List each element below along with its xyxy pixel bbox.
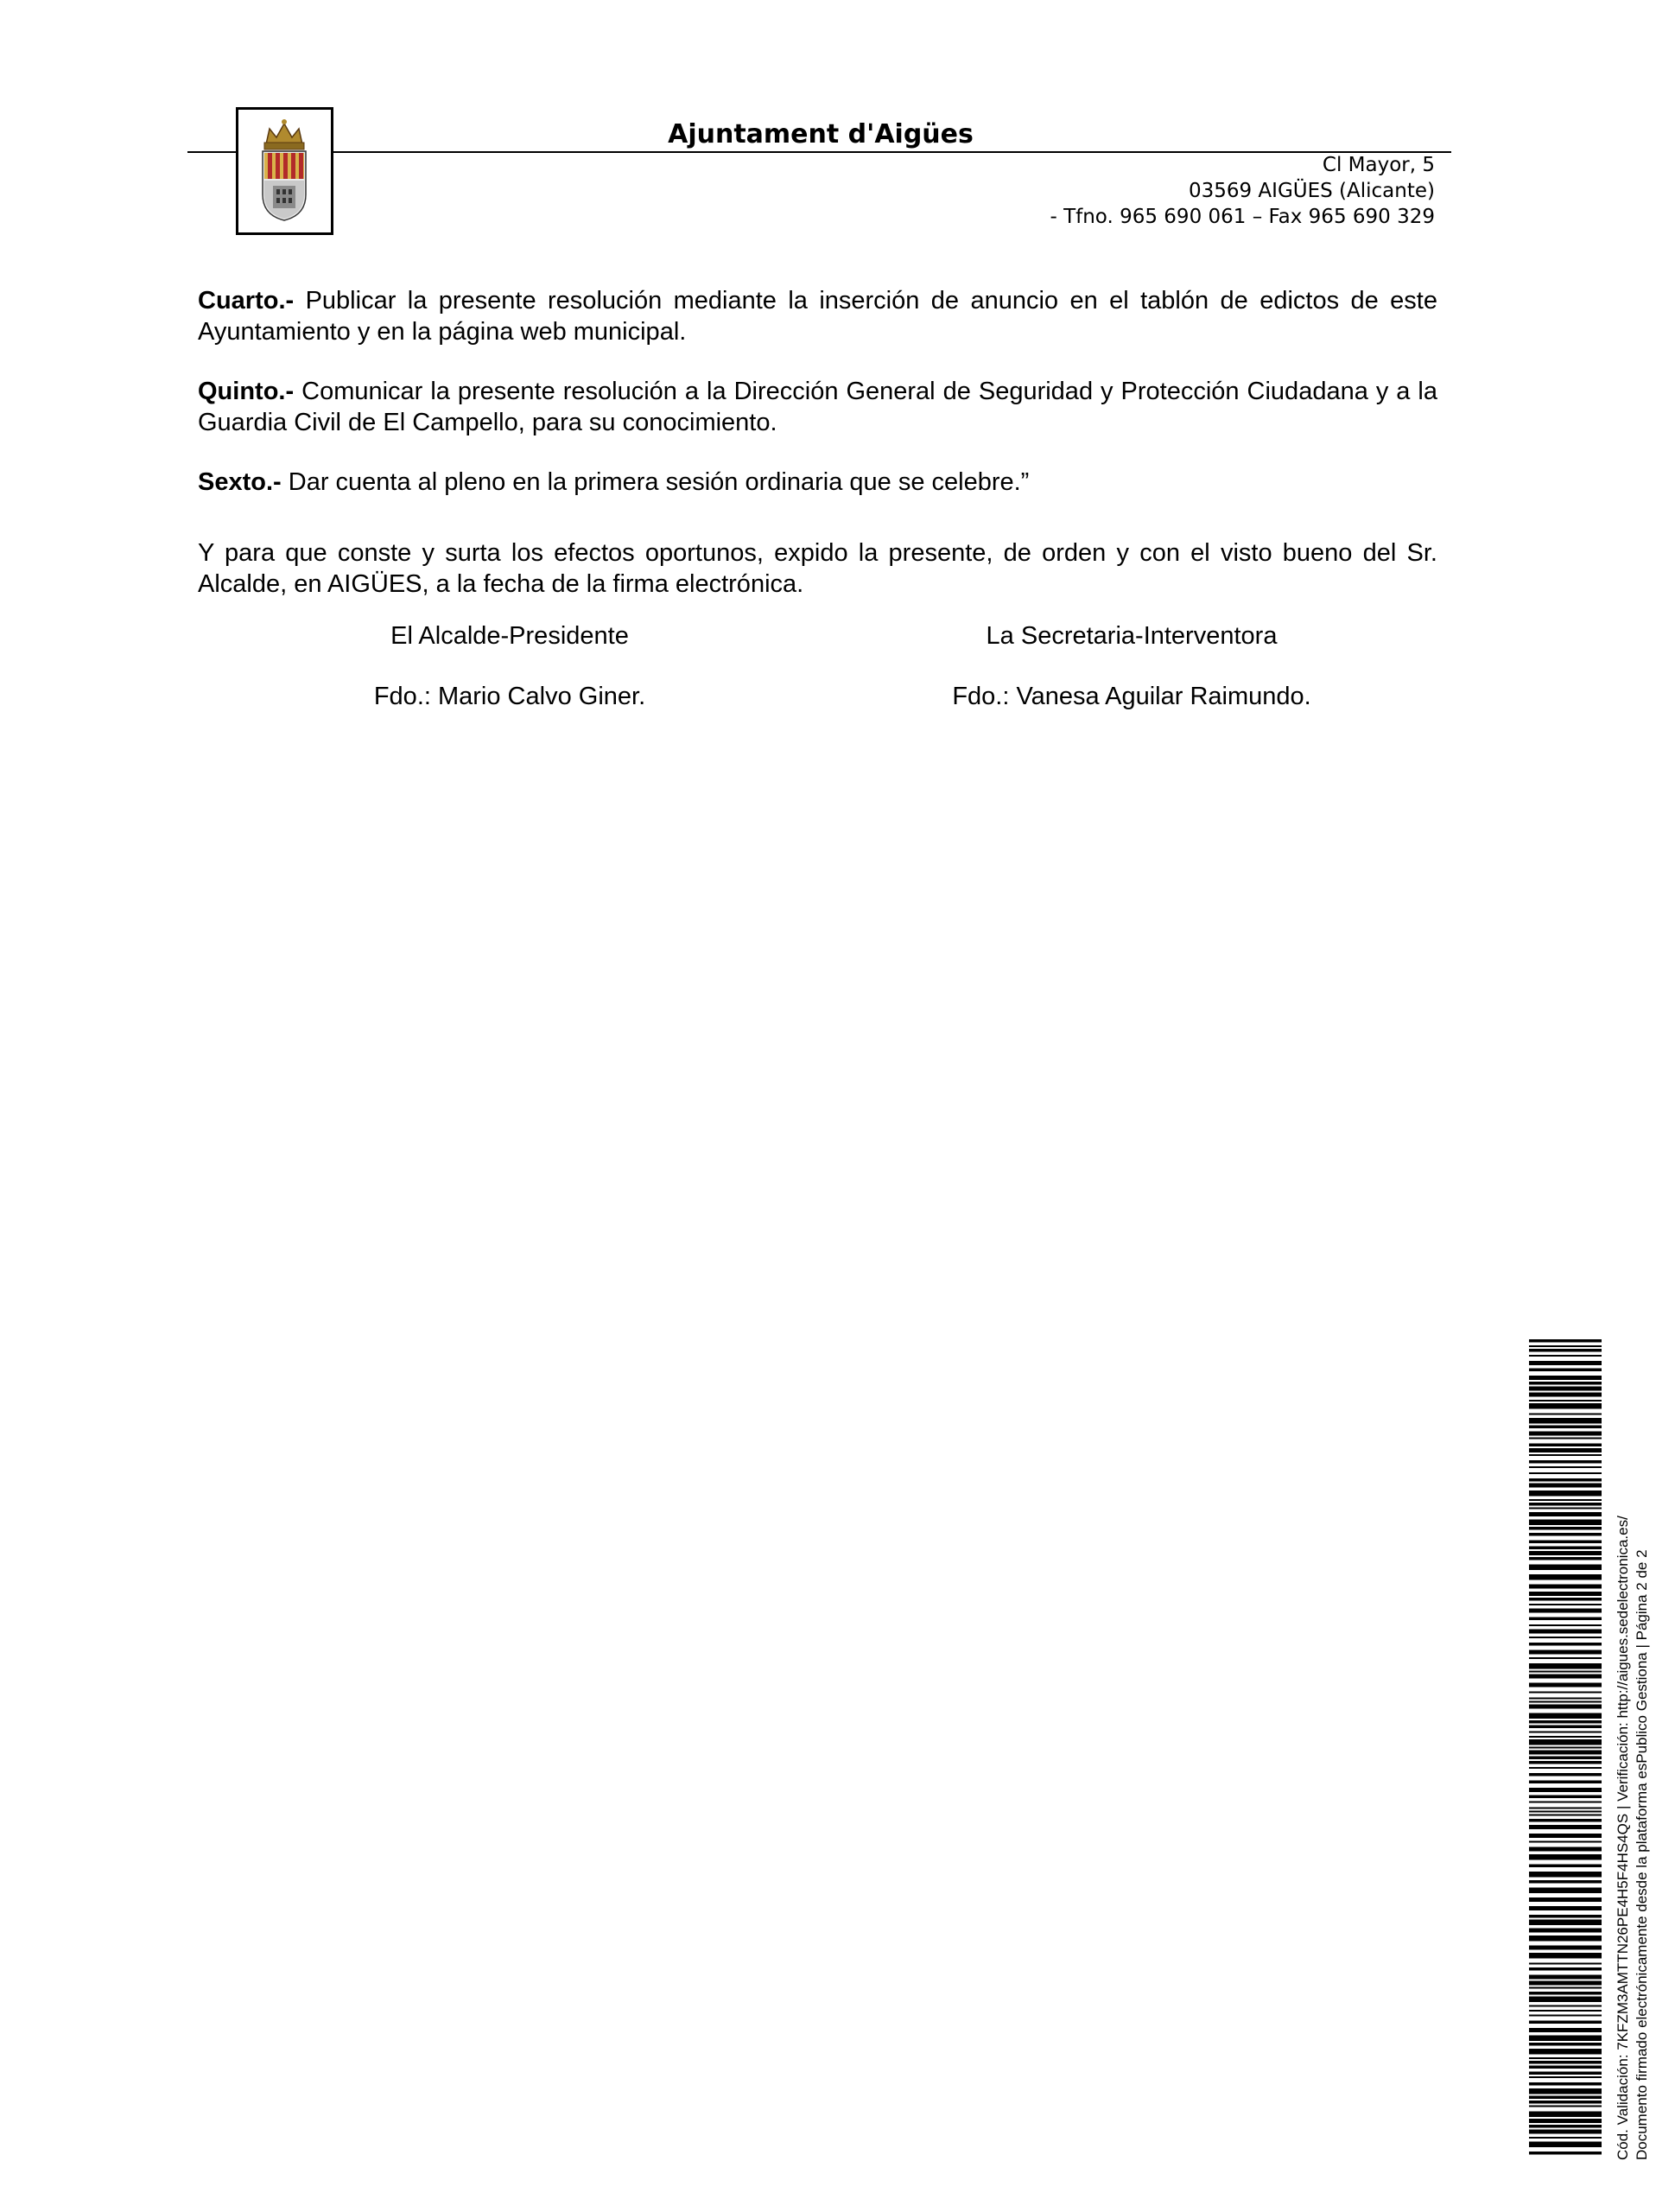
barcode-bar <box>1529 1499 1602 1501</box>
barcode-bar <box>1529 1815 1602 1816</box>
barcode-bar <box>1529 1472 1602 1474</box>
barcode-bar <box>1529 1963 1602 1965</box>
barcode-bar <box>1529 1414 1602 1415</box>
barcode-bar <box>1529 1726 1602 1729</box>
barcode-bar <box>1529 1675 1602 1679</box>
validation-side-text <box>1614 1382 1652 2160</box>
signature-mayor <box>346 620 674 712</box>
barcode-bar <box>1529 1361 1602 1365</box>
barcode-bar <box>1529 1796 1602 1799</box>
barcode-bar <box>1529 1637 1602 1638</box>
organization-name: Ajuntament d'Aigües <box>668 119 974 149</box>
barcode-bar <box>1529 1339 1602 1343</box>
barcode-bar <box>1529 1701 1602 1703</box>
barcode-bar <box>1529 1997 1602 2003</box>
barcode-bar <box>1529 1767 1602 1769</box>
barcode-bar <box>1529 1565 1602 1571</box>
barcode-bar <box>1529 1981 1602 1986</box>
paragraph-sexto <box>198 467 1437 498</box>
address-block <box>1050 152 1435 230</box>
barcode-bar <box>1529 1915 1602 1918</box>
barcode-bar <box>1529 1713 1602 1719</box>
barcode-bar <box>1529 1557 1602 1560</box>
barcode-bar <box>1529 2082 1602 2086</box>
barcode-bar <box>1529 2049 1602 2055</box>
signature-role: El Alcalde-Presidente <box>390 622 629 650</box>
paragraph-cuarto <box>198 285 1437 347</box>
barcode-bar <box>1529 1448 1602 1452</box>
paragraph-quinto <box>198 376 1437 438</box>
barcode-bar <box>1529 1975 1602 1980</box>
barcode-bar <box>1529 1751 1602 1755</box>
barcode-bar <box>1529 2010 1602 2012</box>
barcode-bar <box>1529 1574 1602 1580</box>
barcode-bar <box>1529 1736 1602 1738</box>
barcode-bar <box>1529 2088 1602 2094</box>
barcode-bar <box>1529 1643 1602 1646</box>
barcode-bar <box>1529 1946 1602 1950</box>
barcode-bar <box>1529 1418 1602 1424</box>
address-phone: - Tfno. 965 690 061 – Fax 965 690 329 <box>1050 206 1435 228</box>
barcode-bar <box>1529 1698 1602 1700</box>
barcode-bar <box>1529 1592 1602 1596</box>
barcode-bar <box>1529 1491 1602 1497</box>
barcode-bar <box>1529 1705 1602 1709</box>
signature-secretary <box>916 620 1348 712</box>
paragraph-text: Dar cuenta al pleno en la primera sesión ordinaria que se celebre.” <box>281 468 1030 496</box>
barcode-bar <box>1529 1657 1602 1659</box>
barcode-bar <box>1529 1897 1602 1902</box>
barcode-bar <box>1529 2112 1602 2118</box>
barcode-bar <box>1529 2130 1602 2134</box>
barcode-bar <box>1529 2076 1602 2078</box>
barcode-bar <box>1529 1547 1602 1550</box>
barcode-bar <box>1529 2043 1602 2046</box>
barcode-bar <box>1529 1432 1602 1436</box>
barcode-bar <box>1529 2119 1602 2123</box>
barcode-bar <box>1529 1967 1602 1971</box>
barcode-bar <box>1529 1393 1602 1397</box>
barcode-bar <box>1529 1484 1602 1488</box>
barcode-bar <box>1529 2152 1602 2155</box>
coat-of-arms-icon <box>238 110 331 232</box>
barcode-bar <box>1529 1527 1602 1530</box>
barcode-bar <box>1529 1618 1602 1621</box>
barcode-bar <box>1529 2072 1602 2075</box>
barcode-bar <box>1529 1387 1602 1391</box>
barcode-bar <box>1529 1382 1602 1385</box>
barcode-bar <box>1529 1808 1602 1809</box>
barcode-bar <box>1529 1936 1602 1942</box>
barcode-bar <box>1529 1438 1602 1440</box>
barcode-bar <box>1529 2028 1602 2032</box>
address-city: 03569 AIGÜES (Alicante) <box>1188 180 1435 202</box>
barcode-bar <box>1529 1466 1602 1468</box>
barcode-bar <box>1529 1802 1602 1803</box>
validation-code-line: Cód. Validación: 7KFZM3AMTTN26PE4H5F4HS4QS | Verificación: http://aigues.sedelectronica.es/ <box>1615 1516 1631 2160</box>
address-street: Cl Mayor, 5 <box>1322 154 1435 176</box>
barcode-bar <box>1529 1929 1602 1933</box>
barcode-bar <box>1529 1747 1602 1749</box>
barcode-bar <box>1529 2057 1602 2059</box>
barcode-bar <box>1529 1551 1602 1555</box>
barcode-bar <box>1529 1604 1602 1605</box>
barcode-bar <box>1529 2036 1602 2042</box>
barcode-bar <box>1529 1478 1602 1482</box>
barcode-bar <box>1529 1834 1602 1838</box>
barcode-bar <box>1529 1400 1602 1402</box>
barcode-bar <box>1529 2142 1602 2148</box>
barcode-bar <box>1529 1854 1602 1860</box>
paragraph-text: Publicar la presente resolución mediante la inserción de anuncio en el tablón de edictos de este Ayuntamiento y en la página web municipal. <box>198 287 1437 346</box>
signature-name: Fdo.: Mario Calvo Giner. <box>373 683 646 710</box>
barcode-bar <box>1529 1355 1602 1357</box>
barcode-bar <box>1529 1533 1602 1536</box>
barcode-bar <box>1529 1609 1602 1613</box>
barcode-bar <box>1529 2106 1602 2107</box>
barcode-bar <box>1529 1773 1602 1777</box>
signature-role: La Secretaria-Interventora <box>986 622 1278 650</box>
barcode-bar <box>1529 1520 1602 1526</box>
barcode-bar <box>1529 1369 1602 1372</box>
barcode-bar <box>1529 1761 1602 1764</box>
barcode-bar <box>1529 2005 1602 2007</box>
barcode-bar <box>1529 1663 1602 1669</box>
barcode-bar <box>1529 1819 1602 1822</box>
closing-paragraph: Y para que conste y surta los efectos oportunos, expido la presente, de orden y con el visto bueno del Sr. Alcalde, en AIGÜES, a la fecha de la firma electrónica. <box>198 539 1437 598</box>
paragraph-text: Comunicar la presente resolución a la Dirección General de Seguridad y Protección Ciudadana y a la Guardia Civil de El Campello, para su conocimiento. <box>198 378 1437 436</box>
barcode-bar <box>1529 1630 1602 1634</box>
barcode-bar <box>1529 2061 1602 2064</box>
barcode-bar <box>1529 1880 1602 1884</box>
barcode-bar <box>1529 1503 1602 1506</box>
barcode-bar <box>1529 2096 1602 2100</box>
signature-name: Fdo.: Vanesa Aguilar Raimundo. <box>952 683 1311 710</box>
barcode-bar <box>1529 1757 1602 1760</box>
barcode-bar <box>1529 1920 1602 1926</box>
barcode-bar <box>1529 1847 1602 1852</box>
barcode-bar <box>1529 1811 1602 1813</box>
barcode-bar <box>1529 1739 1602 1745</box>
barcode-bar <box>1529 1650 1602 1655</box>
barcode-bar <box>1529 2066 1602 2069</box>
barcode-bar <box>1529 1872 1602 1878</box>
barcode-bar <box>1529 1865 1602 1868</box>
barcode-bar <box>1529 1454 1602 1456</box>
barcode-bar <box>1529 2015 1602 2017</box>
barcode-bar <box>1529 1953 1602 1959</box>
barcode-bar <box>1529 1403 1602 1409</box>
barcode-bar <box>1529 1781 1602 1784</box>
barcode-bar <box>1529 1349 1602 1352</box>
barcode-bar <box>1529 1825 1602 1829</box>
coat-of-arms-logo <box>236 107 333 235</box>
barcode-bar <box>1529 1460 1602 1464</box>
barcode-bar <box>1529 1585 1602 1589</box>
barcode-bar <box>1529 1720 1602 1724</box>
barcode-bar <box>1529 1508 1602 1510</box>
barcode-bar <box>1529 1345 1602 1347</box>
barcode-bar <box>1529 1624 1602 1626</box>
validation-barcode <box>1529 1339 1602 2160</box>
barcode-bar <box>1529 1841 1602 1843</box>
barcode-bar <box>1529 1906 1602 1910</box>
barcode-bar <box>1529 1732 1602 1733</box>
barcode-bar <box>1529 1987 1602 1989</box>
barcode-bar <box>1529 1512 1602 1516</box>
barcode-bar <box>1529 1376 1602 1380</box>
barcode-bar <box>1529 1992 1602 1995</box>
barcode-bar <box>1529 2021 1602 2024</box>
barcode-bar <box>1529 1444 1602 1447</box>
paragraph-label: Quinto.- <box>198 378 295 405</box>
barcode-bar <box>1529 1541 1602 1544</box>
document-body <box>198 285 1437 628</box>
barcode-bar <box>1529 1426 1602 1429</box>
barcode-bar <box>1529 1788 1602 1792</box>
barcode-bar <box>1529 2125 1602 2128</box>
barcode-bar <box>1529 2137 1602 2139</box>
paragraph-label: Cuarto.- <box>198 287 295 315</box>
barcode-bar <box>1529 1888 1602 1894</box>
barcode-bar <box>1529 1692 1602 1694</box>
barcode-bar <box>1529 1598 1602 1601</box>
paragraph-label: Sexto.- <box>198 468 282 496</box>
barcode-bar <box>1529 1671 1602 1673</box>
signature-platform-line: Documento firmado electrónicamente desde la plataforma esPublico Gestiona | Página 2 de 2 <box>1634 1549 1650 2160</box>
barcode-bar <box>1529 2101 1602 2104</box>
barcode-bar <box>1529 1683 1602 1688</box>
